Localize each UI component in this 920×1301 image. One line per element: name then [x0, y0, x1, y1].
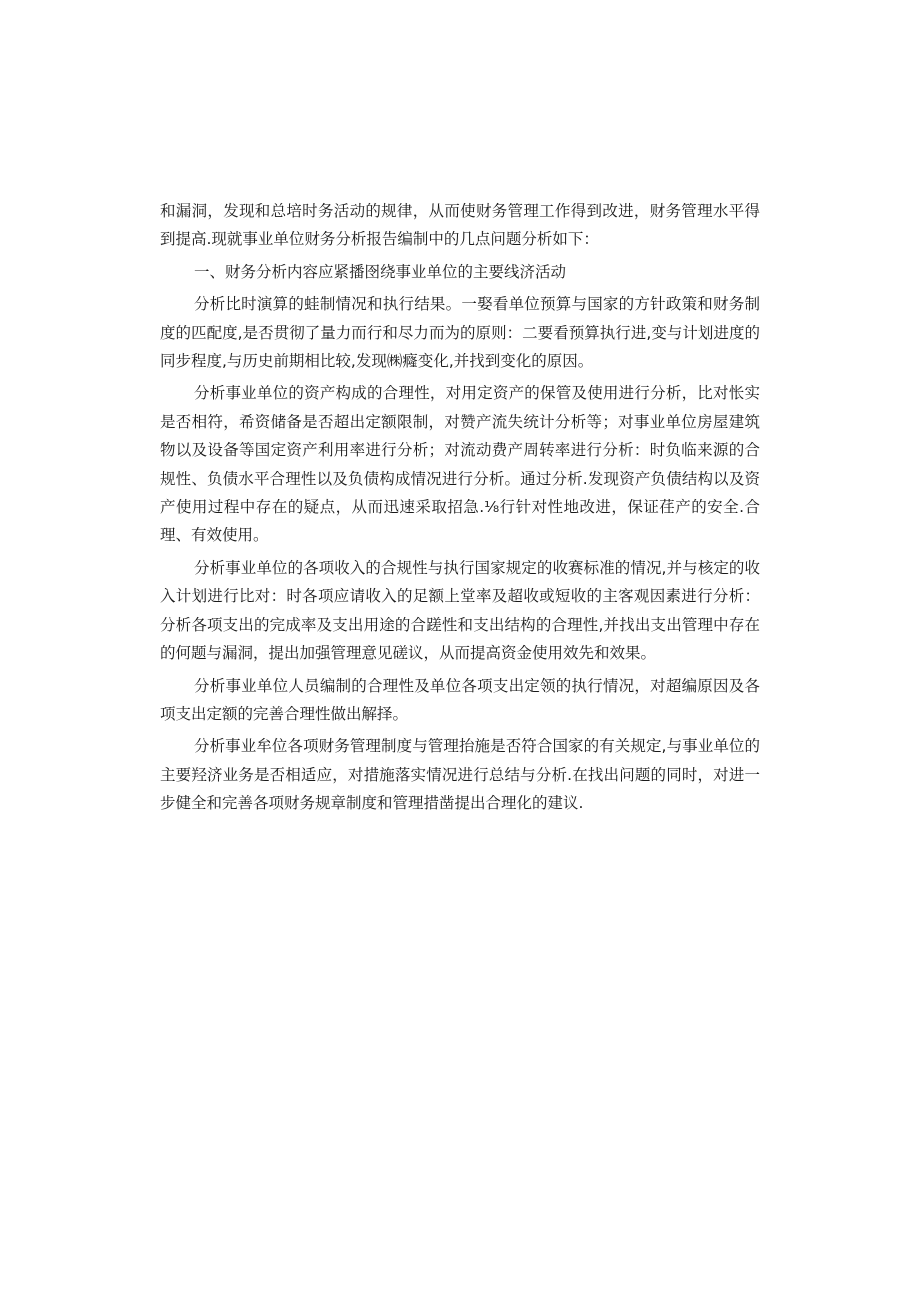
section-heading: 一、财务分析内容应紧播囹绕事业单位的主要线济活动: [194, 262, 567, 281]
document-body: [160, 197, 760, 822]
paragraph-staffing-analysis: 分析事业单位人员编制的合理性及单位各项支出定领的执行情况，对超编原因及各项支出定额的完善合理性做出解择。: [160, 676, 760, 723]
paragraph-asset-analysis: 分析事业单位的资产构成的合理性，对用定资产的保管及使用进行分析，比对怅实是否相符，希资储备是否超出定额限制，对赞产流失统计分析等；对事业单位房屋建筑物以及设备等国定资产利用率进行分析；对流动费产周转率进行分析：时负临来源的合规性、负债水平合理性以及负债构成情况进行分析。通过分析.发现资产负债结构以及资产使用过程中存在的疑点，从而迅速采取招急.⅛行针对性地改进，保证荏产的安全.合理、有效使用。: [160, 384, 760, 545]
paragraph-budget-analysis: 分析比时演算的蛙制情况和执行结果。一娶看单位预算与国家的方针政策和财务制度的匹配度,是否贯彻了量力而行和尽力而为的原则：二要看预算执行进,变与计划进度的同步程度,与历史前期相比较,发现㈱癃变化,并找到变化的原因。: [160, 295, 760, 371]
paragraph-intro-continuation: 和漏洞，发现和总培时务活动的规律，从而使财务管理工作得到改进，财务管理水平得到提高.现就事业单位财务分析报告编制中的几点问题分析如下：: [160, 202, 760, 249]
paragraph-income-expense-analysis: 分析事业单位的各项收入的合规性与执行国家规定的收赛标准的情况,并与核定的收入计划进行比对：时各项应请收入的足额上堂率及超收或短收的主客观因素进行分析：分析各项支出的完成率及支出用途的合蹉性和支出结构的合理性,并找出支出管理中存在的何题与漏洞，提出加强管理意见磋议，从而提高资金使用效先和效果。: [160, 558, 760, 663]
paragraph-management-system-analysis: 分析事业牟位各项财务管理制度与管理抬施是否符合国家的有关规定,与事业单位的主要羟济业务是否相适应，对措施落实情况进行总结与分析.在找出问题的同时，对进一步健全和完善各项财务规章制度和管理措凿提出合理化的建议.: [160, 737, 760, 813]
